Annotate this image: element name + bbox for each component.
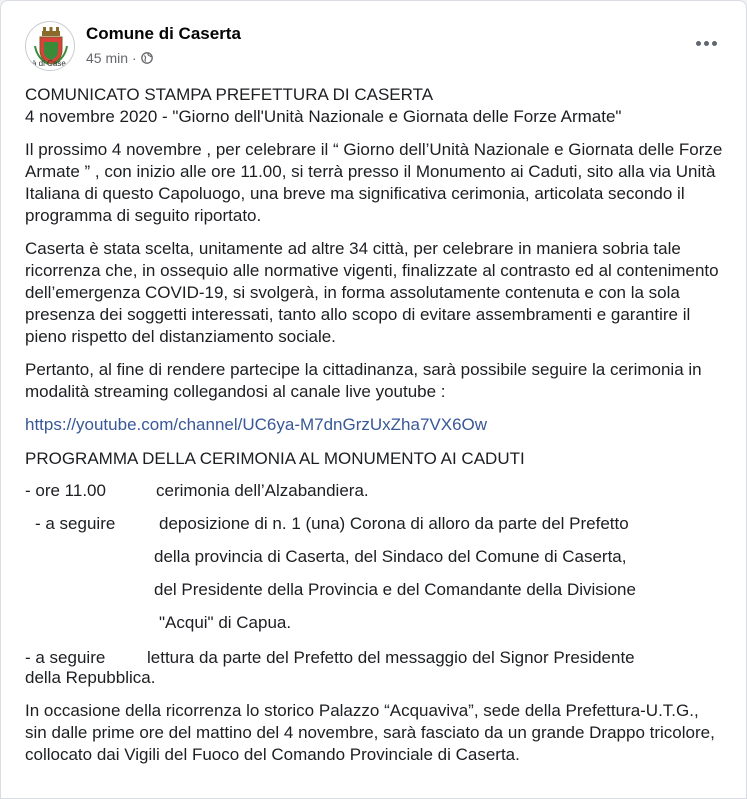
paragraph-palazzo: In occasione della ricorrenza lo storico Palazzo “Acquaviva”, sede della Prefettura-U.T.G., sin dalle prime ore del mattino del 4 novembre, sarà fasciato da un grande Drappo tricolore, collocato dai Vigili del Fuoco del Comando Provinciale di Caserta.	[25, 701, 715, 764]
program-time: - a seguire	[25, 648, 106, 667]
youtube-link[interactable]: https://youtube.com/channel/UC6ya-M7dnGrzUxZha7VX6Ow	[25, 415, 488, 434]
meta-separator: ·	[132, 50, 137, 66]
program-desc: cerimonia dell’Alzabandiera.	[156, 481, 369, 500]
program-item-continued	[25, 606, 725, 639]
program-desc: del Presidente della Provincia e del Comandante della Divisione	[154, 580, 636, 599]
program-item	[25, 641, 725, 674]
post-title	[25, 84, 725, 128]
program-list	[25, 474, 725, 689]
post-header	[25, 21, 722, 73]
program-desc: "Acqui" di Capua.	[159, 613, 292, 632]
avatar-caption: ità di Case	[28, 59, 66, 68]
post-title-line2: 4 novembre 2020 - "Giorno dell'Unità Nazionale e Giornata delle Forze Armate"	[25, 107, 622, 126]
more-options-button[interactable]	[690, 33, 722, 53]
paragraph-covid: Caserta è stata scelta, unitamente ad altre 34 città, per celebrare in maniera sobria tale ricorrenza che, in ossequio alle normative vigenti, finalizzate al contrasto ed al contenimento dell’emergenza COVID-19, si svolgerà, in forma assolutamente contenuta e con la sola presenza dei soggetti interessati, tanto allo scopo di evitare assembramenti e garantire il pieno rispetto del distanziamento sociale.	[25, 239, 719, 346]
program-desc: lettura da parte del Prefetto del messaggio del Signor Presidente	[147, 648, 635, 667]
post-body	[25, 84, 725, 777]
more-horizontal-icon	[696, 41, 701, 46]
program-desc: della provincia di Caserta, del Sindaco del Comune di Caserta,	[154, 547, 627, 566]
program-heading: PROGRAMMA DELLA CERIMONIA AL MONUMENTO AI CADUTI	[25, 449, 525, 468]
program-item-continued	[25, 540, 725, 573]
program-item-continued: della Repubblica.	[25, 668, 156, 687]
paragraph-streaming: Pertanto, al fine di rendere partecipe la cittadinanza, sarà possibile seguire la cerimonia in modalità streaming collegandosi al canale live youtube :	[25, 360, 702, 401]
program-time: - ore 11.00	[25, 481, 106, 500]
page-name[interactable]: Comune di Caserta	[86, 24, 241, 43]
post-timestamp[interactable]: 45 min	[86, 50, 129, 66]
post-meta	[86, 50, 153, 66]
avatar[interactable]	[25, 21, 75, 71]
program-desc: deposizione di n. 1 (una) Corona di alloro da parte del Prefetto	[159, 514, 629, 533]
globe-icon	[141, 52, 153, 64]
program-item	[25, 474, 725, 507]
program-item	[25, 507, 725, 540]
paragraph-intro: Il prossimo 4 novembre , per celebrare il “ Giorno dell’Unità Nazionale e Giornata delle Forze Armate ” , con inizio alle ore 11.00, si terrà presso il Monumento ai Caduti, sito alla via Unità Italiana di questo Capoluogo, una breve ma significativa cerimonia, articolata secondo il programma di seguito riportato.	[25, 140, 723, 225]
program-time: - a seguire	[35, 514, 116, 533]
program-item-continued	[25, 573, 725, 606]
post-title-line1: COMUNICATO STAMPA PREFETTURA DI CASERTA	[25, 85, 434, 104]
